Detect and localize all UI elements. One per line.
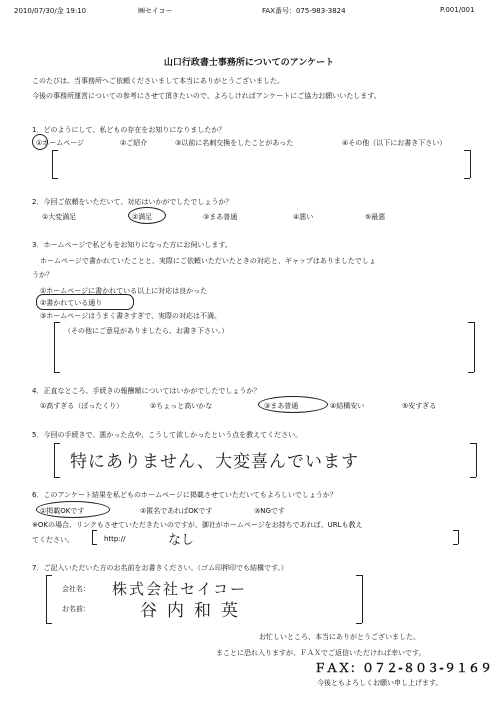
q2-answer-circle (128, 207, 166, 224)
fax-sender: ㈱セイコー (138, 7, 173, 15)
q3-option-3: ③ホームページはうまく書きすぎで、実際の対応は不満。 (40, 312, 221, 320)
q4-option-3: ③まあ普通 (264, 402, 299, 410)
footer-line-2: まことに恐れ入りますが、ＦＡＸでご返信いただければ幸いです。 (216, 649, 426, 657)
q7-box-left (46, 575, 47, 623)
q7-box-right (362, 575, 363, 623)
q3-sub-1: ホームページで書かれていたことと、実際にご依頼いただいたときの対応と、ギャップはありましたでしょ (40, 257, 376, 265)
q6-answer-circle (36, 501, 110, 518)
q4-option-2: ②ちょっと高いかな (150, 402, 213, 410)
intro-line-1: このたびは、当事務所へご依頼くださいまして本当にありがとうございました。 (32, 77, 284, 85)
q3-box-left (54, 322, 55, 372)
q6-question: 6．このアンケート結果を私どものホームページに掲載させていただいてもよろしいでしょうか？ (32, 491, 337, 499)
q3-question: 3．ホームページで私どもをお知りになった方にお伺いします。 (32, 241, 232, 249)
q1-option-1: ①ホームページ (36, 139, 85, 147)
q1-question: 1．どのようにして、私どもの存在をお知りになりましたか？ (32, 126, 226, 134)
q1-option-3: ③以前に名刺交換をしたことがあった (175, 139, 294, 147)
q1-bracket-right (470, 150, 471, 178)
q7-question: 7．ご記入いただいた方のお名前をお書きください。（ゴム印押印でも結構です。） (32, 564, 288, 572)
fax-page: P.001/001 (440, 6, 475, 14)
q6-url-answer: なし (168, 533, 195, 548)
q4-answer-circle (258, 396, 328, 413)
q2-option-3: ③まあ普通 (203, 213, 238, 221)
q5-box-right (476, 443, 477, 477)
intro-line-2: 今後の事務所運営についての参考にさせて頂きたいので、よろしければアンケートにご協力お願いいたします。 (32, 92, 381, 100)
q7-name-label: お名前： (62, 605, 90, 613)
q3-option-2: ②書かれている通り (40, 299, 103, 307)
q6-note-1: ※OKの場合、リンクもさせていただきたいのですが、御社がホームページをお持ちであれば、URLも教え (32, 521, 363, 529)
q5-box-left (54, 443, 55, 477)
q4-question: 4．正直なところ、手続きの報酬額についてはいかがでしたでしょうか？ (32, 387, 261, 395)
q1-option-4: ④その他（以下にお書き下さい） (342, 139, 447, 147)
q2-question: 2．今回ご依頼をいただいて、対応はいかがでしたでしょうか？ (32, 198, 233, 206)
footer-line-3: 今後ともよろしくお願い申し上げます。 (317, 679, 443, 687)
q2-option-2: ②満足 (132, 213, 153, 221)
q4-option-5: ⑤安すぎる (402, 402, 437, 410)
footer-fax: ＦＡＸ：０７２-８０３-９１６９ (314, 661, 492, 675)
q6-note-2: てください。 (32, 536, 74, 544)
q7-company-label: 会社名： (62, 585, 90, 593)
fax-number: FAX番号：075-983-3824 (262, 7, 346, 15)
q6-option-2: ②匿名であればOKです (140, 507, 213, 515)
q5-question: 5．今回の手続きで、悪かった点や、こうして欲しかったという点を教えてください。 (32, 431, 303, 439)
q4-option-1: ①高すぎる（ぼったくり） (40, 402, 124, 410)
q7-company-value: 株式会社セイコー (112, 580, 247, 598)
q6-url-prefix: http:// (104, 535, 126, 543)
page-title: 山口行政書士事務所についてのアンケート (163, 58, 335, 68)
q1-option-2: ②ご紹介 (120, 139, 148, 147)
q1-answer-circle (32, 134, 48, 150)
q2-option-4: ④悪い (293, 213, 314, 221)
q6-option-1: ①掲載OKです (40, 507, 85, 515)
q1-bracket-left (52, 150, 53, 178)
fax-datetime: 2010/07/30/金 19:10 (14, 7, 87, 15)
q4-option-4: ④結構安い (330, 402, 365, 410)
q7-name-value: 谷内和英 (140, 601, 248, 621)
q3-answer-circle (36, 294, 134, 310)
q5-handwritten-answer: 特にありません、大変喜んでいます (70, 452, 360, 472)
q3-sub-2: うか？ (32, 271, 53, 279)
q3-box-right (474, 322, 475, 372)
q2-option-1: ①大変満足 (42, 213, 77, 221)
q3-box-hint: （その他にご意見がありましたら、お書き下さい。） (64, 327, 229, 335)
q2-option-5: ⑤最悪 (365, 213, 386, 221)
q6-option-3: ③NGです (254, 507, 285, 515)
q3-option-1: ①ホームページに書かれている以上に対応は良かった (40, 287, 208, 295)
footer-line-1: お忙しいところ、本当にありがとうございました。 (259, 633, 420, 641)
